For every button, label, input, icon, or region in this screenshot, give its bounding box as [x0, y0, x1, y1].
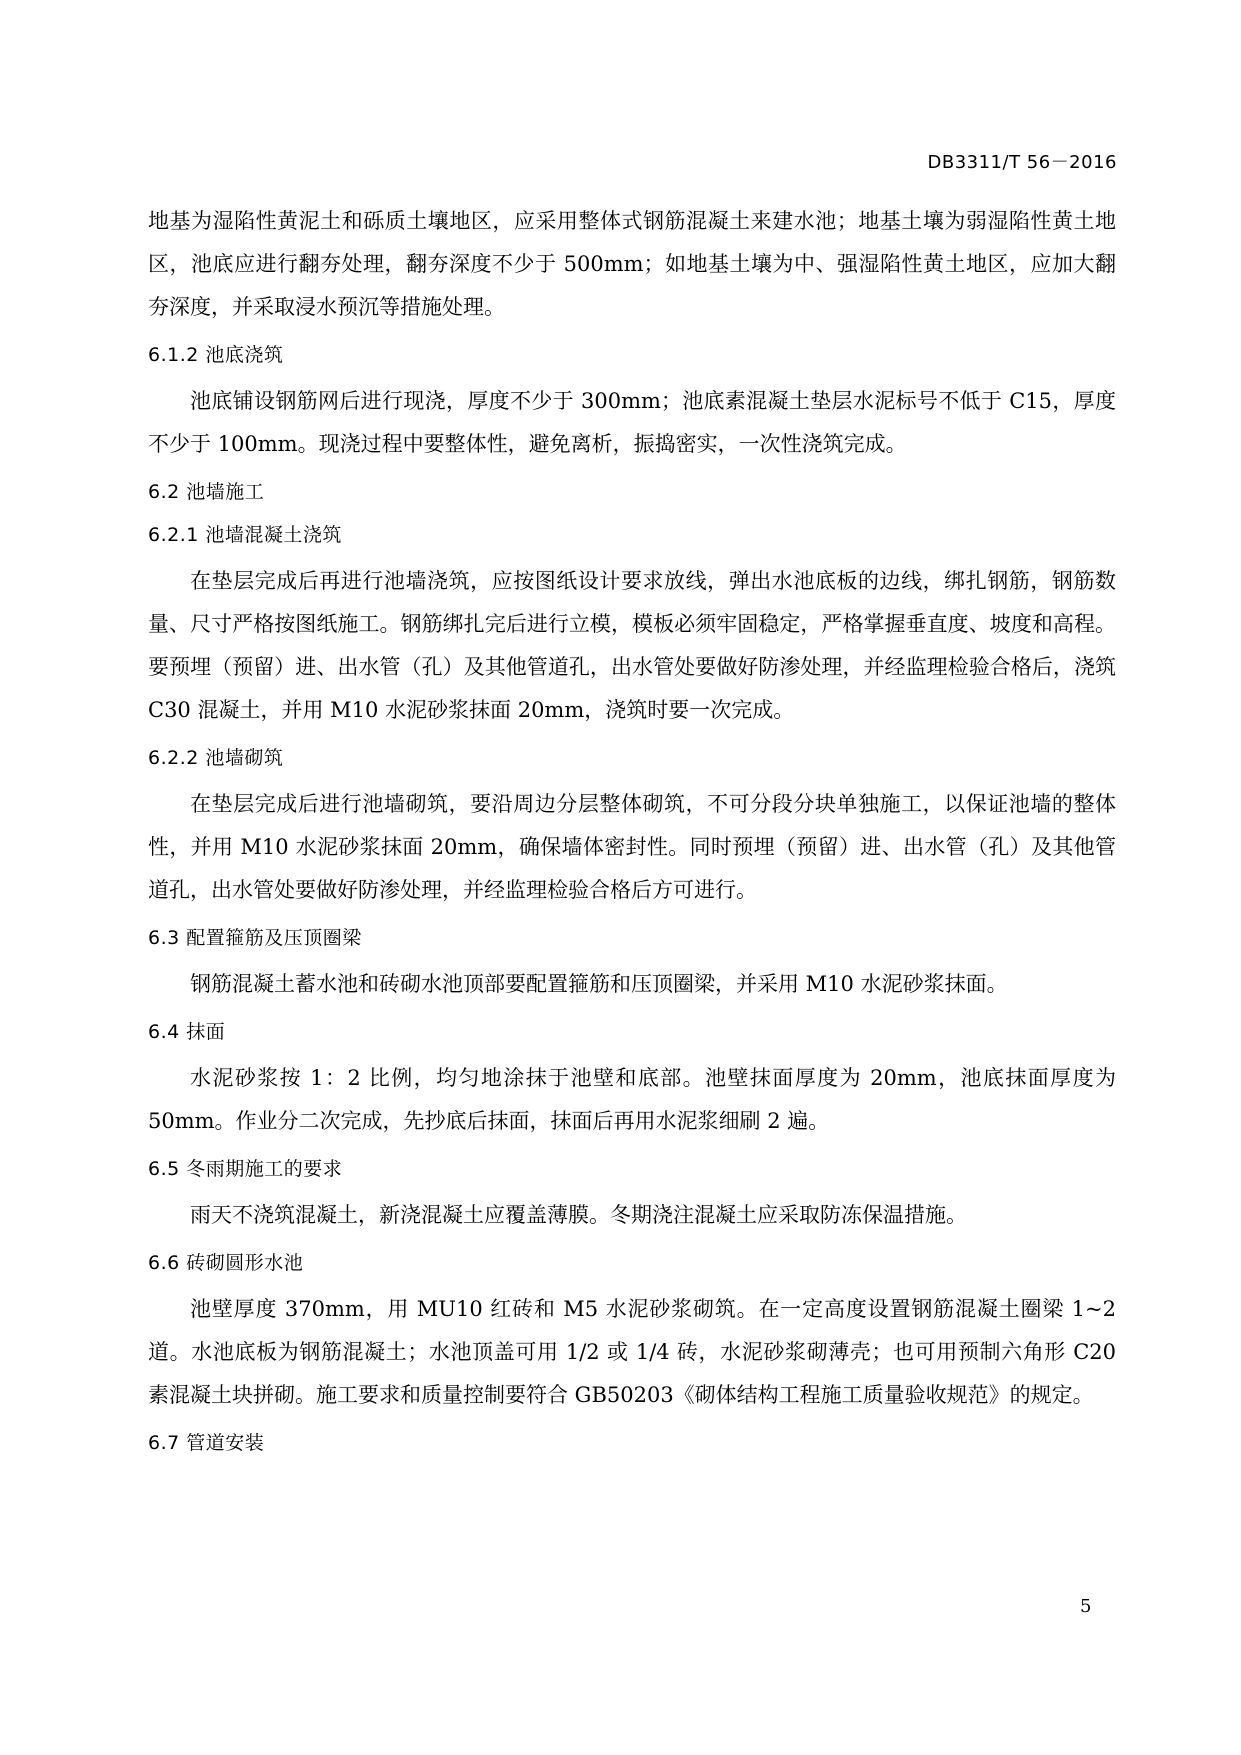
body-paragraph: 雨天不浇筑混凝土，新浇混凝土应覆盖薄膜。冬期浇注混凝土应采取防冻保温措施。: [190, 1203, 967, 1227]
section-heading: 6.5 冬雨期施工的要求: [148, 1158, 343, 1180]
body-paragraph: 池底铺设钢筋网后进行现浇，厚度不少于 300mm；池底素混凝土垫层水泥标号不低于 C15，厚度不少于 100mm。现浇过程中要整体性，避免离析，振捣密实，一次性浇筑完成。: [148, 389, 1116, 456]
body-paragraph: 水泥砂浆按 1：2 比例，均匀地涂抹于池壁和底部。池壁抹面厚度为 20mm，池底抹面厚度为 50mm。作业分二次完成，先抄底后抹面，抹面后再用水泥浆细刷 2 遍。: [148, 1066, 1116, 1133]
section-heading: 6.2.2 池墙砌筑: [148, 747, 284, 769]
page-number: 5: [1080, 1596, 1092, 1617]
section-heading: 6.7 管道安装: [148, 1432, 265, 1454]
body-paragraph: 在垫层完成后再进行池墙浇筑，应按图纸设计要求放线，弹出水池底板的边线，绑扎钢筋，钢筋数量、尺寸严格按图纸施工。钢筋绑扎完后进行立模，模板必须牢固稳定，严格掌握垂直度、坡度和高程。要预埋（预留）进、出水管（孔）及其他管道孔，出水管处要做好防渗处理，并经监理检验合格后，浇筑 C30 混凝土，并用 M10 水泥砂浆抹面 20mm，浇筑时要一次完成。: [148, 569, 1116, 722]
section-heading: 6.2 池墙施工: [148, 481, 265, 503]
section-heading: 6.2.1 池墙混凝土浇筑: [148, 524, 342, 546]
body-paragraph: 池壁厚度 370mm，用 MU10 红砖和 M5 水泥砂浆砌筑。在一定高度设置钢筋混凝土圈梁 1~2 道。水池底板为钢筋混凝土；水池顶盖可用 1/2 或 1/4 砖，水泥砂浆砌薄壳；也可用预制六角形 C20 素混凝土块拼砌。施工要求和质量控制要符合 GB50203《砌体结构工程施工质量验收规范》的规定。: [148, 1297, 1116, 1407]
section-heading: 6.3 配置箍筋及压顶圈梁: [148, 927, 362, 949]
document-body: [148, 200, 1116, 1468]
section-heading: 6.6 砖砌圆形水池: [148, 1252, 304, 1274]
body-paragraph: 地基为湿陷性黄泥土和砾质土壤地区，应采用整体式钢筋混凝土来建水池；地基土壤为弱湿陷性黄土地区，池底应进行翻夯处理，翻夯深度不少于 500mm；如地基土壤为中、强湿陷性黄土地区，应加大翻夯深度，并采取浸水预沉等措施处理。: [148, 209, 1116, 319]
document-code-header: DB3311/T 56－2016: [927, 152, 1117, 173]
body-paragraph: 钢筋混凝土蓄水池和砖砌水池顶部要配置箍筋和压顶圈梁，并采用 M10 水泥砂浆抹面。: [190, 972, 1008, 996]
body-paragraph: 在垫层完成后进行池墙砌筑，要沿周边分层整体砌筑，不可分段分块单独施工，以保证池墙的整体性，并用 M10 水泥砂浆抹面 20mm，确保墙体密封性。同时预埋（预留）进、出水管（孔）及其他管道孔，出水管处要做好防渗处理，并经监理检验合格后方可进行。: [148, 792, 1116, 902]
section-heading: 6.1.2 池底浇筑: [148, 344, 284, 366]
section-heading: 6.4 抹面: [148, 1021, 226, 1043]
